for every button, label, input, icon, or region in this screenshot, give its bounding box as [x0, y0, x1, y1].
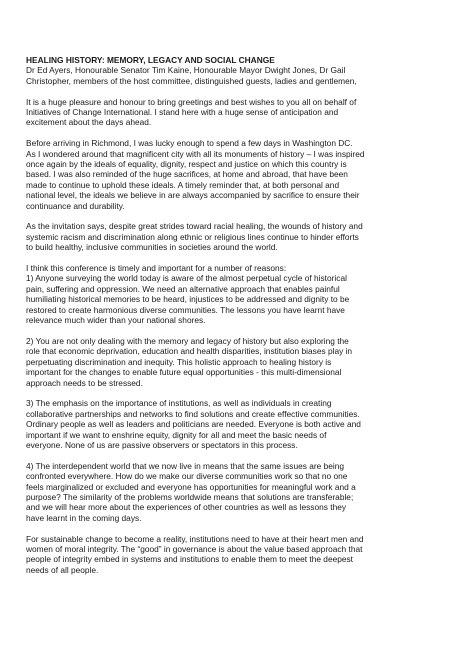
document-body	[26, 65, 442, 575]
text-line: feels marginalized or excluded and everyone has opportunities for meaningful work and a	[26, 481, 356, 492]
text-line: restored to create harmonious diverse communities. The lessons you have learnt have	[26, 304, 345, 315]
text-line: important for the changes to enable future equal opportunities - this multi-dimensional	[26, 367, 342, 378]
document-page	[26, 55, 442, 586]
text-line: As I wondered around that magnificent city with all its monuments of history – I was inspired	[26, 148, 365, 159]
text-line: role that economic deprivation, education and health disparities, institution biases play in	[26, 346, 353, 357]
paragraph-reason-3	[26, 398, 442, 450]
text-line: everyone. None of us are passive observers or spectators in this process.	[26, 439, 298, 450]
text-line: Before arriving in Richmond, I was lucky enough to spend a few days in Washington DC.	[26, 138, 353, 149]
document-title: HEALING HISTORY: MEMORY, LEGACY AND SOCIAL CHANGE	[26, 55, 275, 65]
text-line: to build healthy, inclusive communities in societies around the world.	[26, 242, 278, 253]
text-line: confronted everywhere. How do we make our diverse communities work so that no one	[26, 471, 348, 482]
text-line: women of moral integrity. The “good” in governance is about the value based approach that	[26, 543, 363, 554]
paragraph-washington	[26, 138, 442, 211]
text-line: made to continue to uphold these ideals. A timely reminder that, at both personal and	[26, 179, 340, 190]
text-line: It is a huge pleasure and honour to bring greetings and best wishes to you all on behalf of	[26, 96, 357, 107]
text-line: Initiatives of Change International. I stand here with a huge sense of anticipation and	[26, 107, 339, 118]
text-line: relevance much wider than your national shores.	[26, 315, 206, 326]
text-line: 3) The emphasis on the importance of institutions, as well as individuals in creating	[26, 398, 332, 409]
text-line: important if we want to enshrine equity, dignity for all and meet the basic needs of	[26, 429, 327, 440]
paragraph-invitation	[26, 221, 442, 252]
paragraph-reasons	[26, 263, 442, 325]
text-line: purpose? The similarity of the problems worldwide means that solutions are transferable;	[26, 491, 354, 502]
text-line: have learnt in the coming days.	[26, 512, 142, 523]
text-line: Dr Ed Ayers, Honourable Senator Tim Kaine, Honourable Mayor Dwight Jones, Dr Gail	[26, 65, 346, 76]
text-line: continuance and durability.	[26, 200, 125, 211]
text-line: humiliating historical memories to be heard, injustices to be addressed and dignity to be	[26, 294, 350, 305]
text-line: Christopher, members of the host committee, distinguished guests, ladies and gentlemen,	[26, 75, 357, 86]
text-line: 4) The interdependent world that we now live in means that the same issues are being	[26, 460, 345, 471]
text-line: For sustainable change to become a reality, institutions need to have at their heart men and	[26, 533, 364, 544]
text-line: I think this conference is timely and important for a number of reasons:	[26, 263, 287, 274]
text-line: national level, the ideals we believe in are always accompanied by sacrifice to ensure their	[26, 190, 360, 201]
text-line: excitement about the days ahead.	[26, 117, 152, 128]
text-line: people of integrity embed in systems and institutions to enable them to meet the deepest	[26, 554, 353, 565]
text-line: pain, suffering and oppression. We need an alternative approach that enables painful	[26, 283, 340, 294]
text-line: systemic racism and discrimination along ethnic or religious lines continue to hinder efforts	[26, 231, 359, 242]
paragraph-reason-2	[26, 336, 442, 388]
text-line: Ordinary people as well as leaders and politicians are needed. Everyone is both active and	[26, 419, 361, 430]
text-line: perpetuating discrimination and inequity. This holistic approach to healing history is	[26, 356, 332, 367]
text-line: and we will hear more about the experiences of other countries as well as lessons they	[26, 502, 347, 513]
paragraph-reason-4	[26, 461, 442, 523]
paragraph-sustainable-change	[26, 534, 442, 576]
text-line: once again by the ideals of equality, dignity, respect and justice on which this country is	[26, 159, 347, 170]
paragraph-salutation	[26, 65, 442, 86]
text-line: approach needs to be stressed.	[26, 377, 143, 388]
text-line: 1) Anyone surveying the world today is aware of the almost perpetual cycle of historical	[26, 273, 347, 284]
text-line: As the invitation says, despite great strides toward racial healing, the wounds of history and	[26, 221, 363, 232]
text-line: based. I was also reminded of the huge sacrifices, at home and abroad, that have been	[26, 169, 348, 180]
text-line: collaborative partnerships and networks to find solutions and create effective communities.	[26, 408, 360, 419]
text-line: needs of all people.	[26, 564, 99, 575]
text-line: 2) You are not only dealing with the memory and legacy of history but also exploring the	[26, 335, 349, 346]
paragraph-greeting	[26, 97, 442, 128]
